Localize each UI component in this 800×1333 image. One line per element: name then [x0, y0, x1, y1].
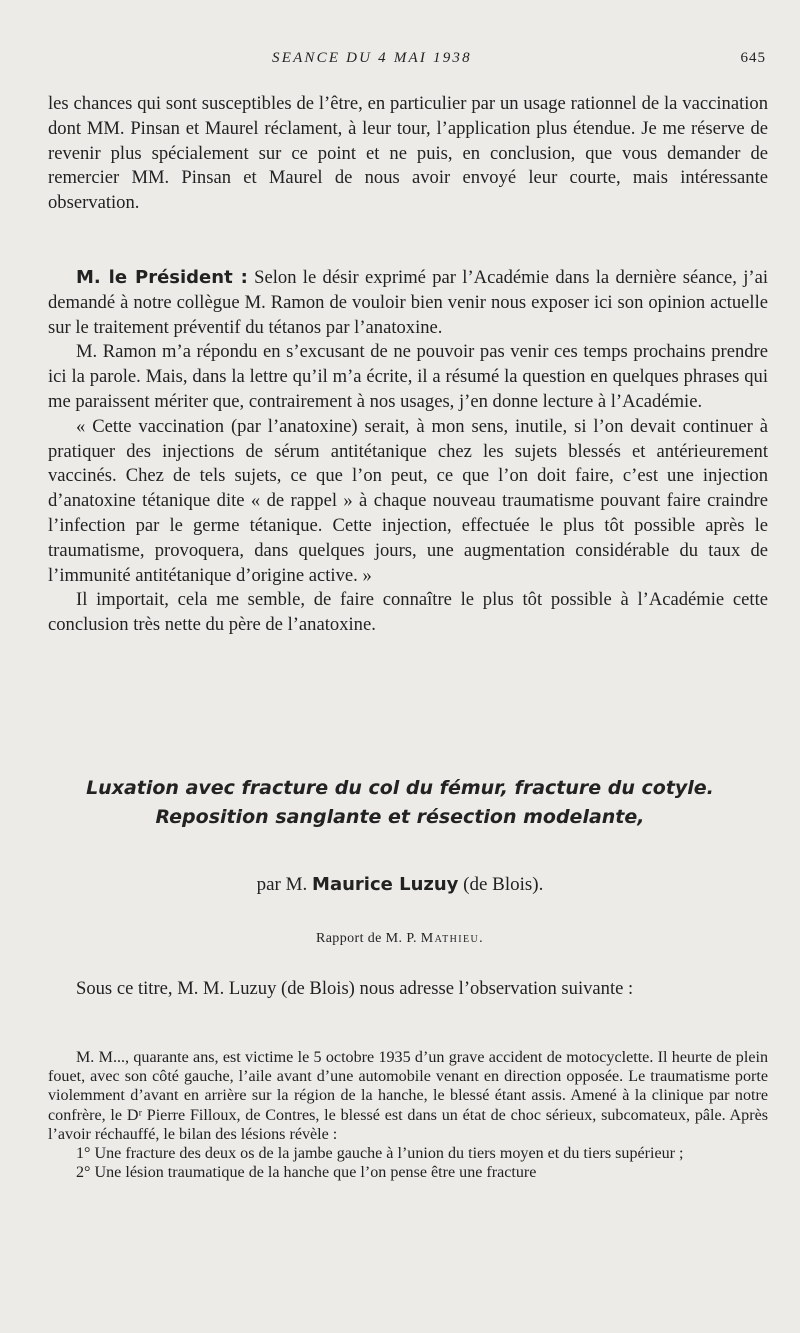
running-header	[0, 50, 800, 74]
running-title: SEANCE DU 4 MAI 1938	[272, 50, 472, 66]
paragraph-text: les chances qui sont susceptibles de l’être, en particulier par un usage rationnel de la vaccination dont MM. Pinsan et Maurel réclament, à leur tour, l’application plus étendue. Je me réserve de revenir plus spécialement sur ce point et ne puis, en conclusion, que vous demander de remercier MM. Pinsan et Maurel de nous avoir envoyé leur courte, mais intéressante observation.	[48, 93, 768, 214]
case-item-2: 2° Une lésion traumatique de la hanche que l’on pense être une fracture	[76, 1164, 537, 1182]
president-paragraph-text: Selon le désir exprimé par l’Académie dans la dernière séance, j’ai demandé à notre collègue M. Ramon de vouloir bien venir nous exposer ici son opinion actuelle sur le traitement préventif du tétanos par l’anatoxine.	[48, 267, 768, 338]
case-item-1: 1° Une fracture des deux os de la jambe gauche à l’union du tiers moyen et du tiers supérieur ;	[76, 1145, 684, 1163]
closing-paragraph: Il importait, cela me semble, de faire connaître le plus tôt possible à l’Académie cette conclusion très nette du père de l’anatoxine.	[48, 589, 768, 636]
author-name: Maurice Luzuy	[312, 874, 459, 895]
page-number: 645	[740, 50, 766, 66]
reporter-name: Mathieu.	[420, 931, 485, 946]
case-report	[48, 1048, 768, 1182]
quoted-letter-paragraph: « Cette vaccination (par l’anatoxine) serait, à mon sens, inutile, si l’on devait continuer à pratiquer des injections de sérum antitétanique chez les sujets blessés et antérieurement vaccinés. Chez de tels sujets, ce que l’on peut, ce que l’on doit faire, c’est une injection d’anatoxine tétanique dite « de rappel » à chaque nouveau traumatisme pouvant faire craindre l’infection par le germe tétanique. Cette injection, effectuée le plus tôt possible après le traumatisme, provoquera, dans quelques jours, une augmentation considérable du taux de l’immunité antitétanique d’origine active. »	[48, 415, 768, 586]
author-prefix: par M.	[256, 874, 308, 895]
author-line	[0, 874, 800, 896]
article-title	[40, 774, 760, 832]
ramon-reply-paragraph: M. Ramon m’a répondu en s’excusant de ne pouvoir pas venir ces temps prochains prendre ici la parole. Mais, dans la lettre qu’il m’a écrite, il a résumé la question en quelques phrases qui me paraissent mériter que, contrairement à nos usages, j’en donne lecture à l’Académie.	[48, 341, 768, 412]
author-affiliation: (de Blois).	[463, 874, 544, 895]
report-prefix: Rapport de M. P.	[315, 931, 417, 946]
report-line	[0, 931, 800, 947]
case-paragraph: M. M..., quarante ans, est victime le 5 octobre 1935 d’un grave accident de motocyclette. Il heurte de plein fouet, avec son côté gauche, l’aile avant d’une automobile venant en direction opposée. Le traumatisme porte violemment d’avant en arrière sur la région de la hanche, le blessé étant assis. Amené à la clinique par notre confrère, le Dʳ Pierre Filloux, de Contres, le blessé est dans un état de choc sérieux, subcomateux, pâle. Après l’avoir réchauffé, le bilan des lésions révèle :	[48, 1049, 768, 1143]
article-intro	[48, 977, 768, 1002]
article-title-line-2: Reposition sanglante et résection modelante,	[155, 806, 645, 828]
intro-paragraph: Sous ce titre, M. M. Luzuy (de Blois) nous adresse l’observation suivante :	[76, 978, 634, 999]
president-paragraph	[48, 266, 768, 340]
article-title-line-1: Luxation avec fracture du col du fémur, fracture du cotyle.	[86, 777, 714, 799]
president-speech	[48, 266, 768, 638]
speaker-label: M. le Président :	[76, 267, 248, 288]
paragraph-continuation	[48, 92, 768, 216]
